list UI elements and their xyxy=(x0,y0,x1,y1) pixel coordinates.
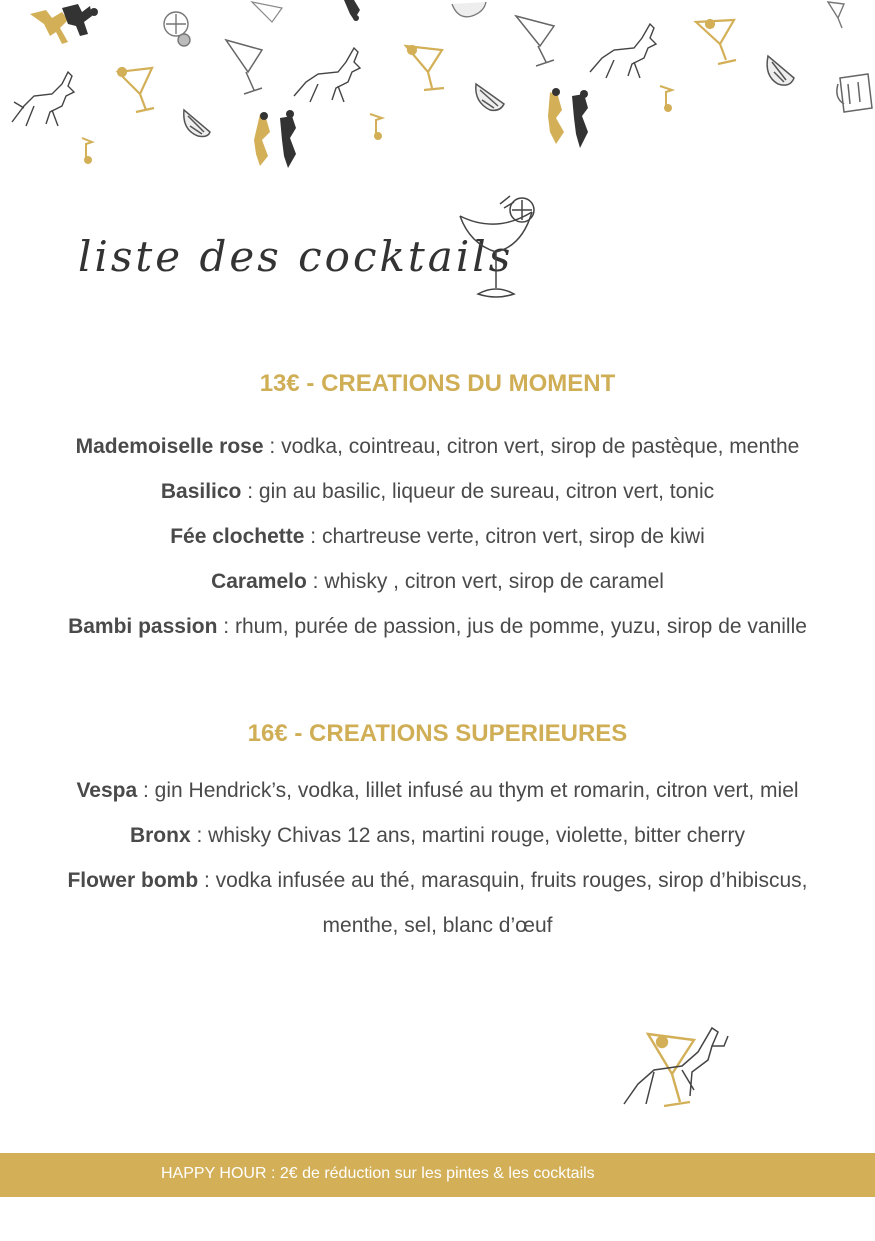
lime-slice-icon xyxy=(767,56,794,85)
separator: : xyxy=(306,570,325,593)
cocktail-glass-icon xyxy=(828,2,844,28)
cocktail-ingredients: chartreuse verte, citron vert, sirop de kiwi xyxy=(321,525,705,548)
margarita-glass-icon xyxy=(456,194,540,304)
cocktail-item xyxy=(20,858,855,948)
deer-with-cocktail-icon xyxy=(620,1012,736,1112)
dancing-couple-icon xyxy=(254,110,296,168)
section-title-creations-superieures: 16€ - CREATIONS SUPERIEURES xyxy=(247,720,628,747)
cocktail-list-moment xyxy=(20,424,855,649)
page-title: liste des cocktails xyxy=(78,232,514,281)
lime-slice-icon xyxy=(452,2,486,17)
cocktail-glass-icon xyxy=(252,2,282,22)
separator: : xyxy=(217,615,235,638)
cocktail-list-superieures xyxy=(20,768,855,948)
cocktail-item xyxy=(20,559,855,604)
deer-icon xyxy=(294,48,360,102)
cocktail-glass-icon xyxy=(516,16,554,66)
deer-icon xyxy=(12,72,74,126)
cocktail-ingredients: vodka, cointreau, citron vert, sirop de pastèque, menthe xyxy=(281,435,800,458)
cocktail-item xyxy=(20,424,855,469)
separator: : xyxy=(190,824,209,847)
dancing-couple-icon xyxy=(548,88,588,148)
dancing-couple-icon xyxy=(344,0,360,21)
cocktail-name: Flower bomb xyxy=(67,869,199,892)
cocktail-glass-icon xyxy=(226,40,262,94)
deer-icon xyxy=(590,24,656,78)
cocktail-item xyxy=(20,813,855,858)
separator: : xyxy=(137,779,155,802)
separator: : xyxy=(241,480,259,503)
separator: : xyxy=(198,869,216,892)
music-note-icon xyxy=(370,114,382,140)
cocktail-name: Bambi passion xyxy=(68,615,218,638)
cocktail-ingredients: rhum, purée de passion, jus de pomme, yuzu, sirop de vanille xyxy=(234,615,807,638)
cocktail-glass-icon xyxy=(696,20,736,64)
beer-mug-icon xyxy=(837,74,872,112)
cocktail-item xyxy=(20,514,855,559)
cocktail-name: Basilico xyxy=(160,480,242,503)
cocktail-name: Fée clochette xyxy=(170,525,305,548)
cocktail-item xyxy=(20,768,855,813)
happy-hour-banner xyxy=(0,1153,875,1197)
cocktail-ingredients: gin au basilic, liqueur de sureau, citron vert, tonic xyxy=(258,480,715,503)
music-note-icon xyxy=(660,86,672,112)
cocktail-ingredients: whisky , citron vert, sirop de caramel xyxy=(324,570,664,593)
lime-slice-icon xyxy=(184,110,210,137)
happy-hour-text: HAPPY HOUR : 2€ de réduction sur les pintes & les cocktails xyxy=(161,1165,595,1182)
lime-slice-icon xyxy=(476,84,504,110)
section-title-creations-du-moment: 13€ - CREATIONS DU MOMENT xyxy=(259,370,616,397)
music-note-icon xyxy=(82,138,92,164)
cocktail-name: Caramelo xyxy=(211,570,307,593)
cocktail-ingredients: whisky Chivas 12 ans, martini rouge, violette, bitter cherry xyxy=(208,824,746,847)
decorative-illustration-band xyxy=(0,0,875,180)
cocktail-item xyxy=(20,604,855,649)
cocktail-name: Mademoiselle rose xyxy=(75,435,264,458)
dancing-couple-icon xyxy=(30,4,98,44)
cocktail-ingredients: vodka infusée au thé, marasquin, fruits rouges, sirop d’hibiscus, menthe, sel, blanc d’œuf xyxy=(215,869,808,937)
cocktail-glass-icon xyxy=(406,46,444,90)
cocktail-name: Bronx xyxy=(129,824,191,847)
lime-slice-icon xyxy=(164,12,190,46)
cocktail-name: Vespa xyxy=(76,779,138,802)
separator: : xyxy=(304,525,322,548)
cocktail-item xyxy=(20,469,855,514)
cocktail-glass-icon xyxy=(118,68,154,112)
cocktail-ingredients: gin Hendrick’s, vodka, lillet infusé au thym et romarin, citron vert, miel xyxy=(154,779,799,802)
separator: : xyxy=(263,435,282,458)
